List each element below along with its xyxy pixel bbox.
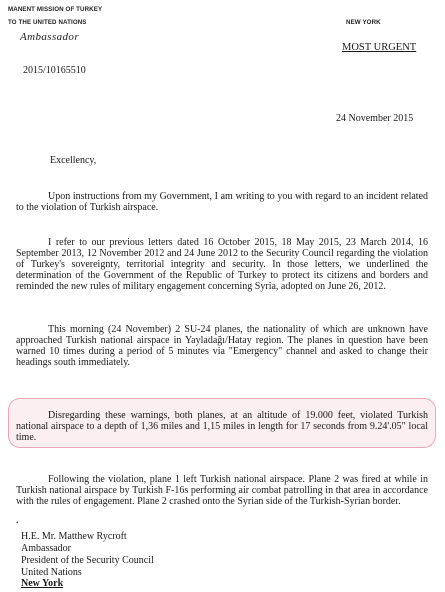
- mission-name-line-1: MANENT MISSION OF TURKEY: [8, 6, 103, 13]
- paragraph-aftermath: Following the violation, plane 1 left Turkish national airspace. Plane 2 was fired at while in Turkish national airspace by Turkish F-16s performing air combat patrolling in that area in accordance with the rules of engagement. Plane 2 crashed onto the Syrian side of the Turkish-Syrian border.: [16, 474, 428, 508]
- recipient-title: Ambassador: [21, 543, 71, 554]
- salutation: Excellency,: [50, 155, 97, 166]
- letter-date: 24 November 2015: [336, 113, 414, 124]
- paragraph-incident: This morning (24 November) 2 SU-24 planes, the nationality of which are unknown have approached Turkish national airspace in Yayladağı/Hatay region. The planes in question have been warned 10 times during a period of 5 minutes via "Emergency" channel and asked to change their headings south immediately.: [16, 324, 428, 369]
- paragraph-violation-highlighted: Disregarding these warnings, both planes, at an altitude of 19.000 feet, violated Turkish national airspace to a depth of 1,36 miles and 1,15 miles in length for 17 seconds from 9.24'.05" local time.: [16, 410, 428, 444]
- reference-number: 2015/10165510: [23, 65, 86, 76]
- recipient-office: President of the Security Council: [21, 555, 154, 566]
- mission-name-line-2: TO THE UNITED NATIONS: [8, 19, 87, 26]
- recipient-city: New York: [21, 578, 64, 589]
- letterhead-city: NEW YORK: [346, 19, 381, 26]
- bullet-mark: •: [16, 519, 19, 527]
- paragraph-intro: Upon instructions from my Government, I am writing to you with regard to an incident related to the violation of Turkish airspace.: [16, 191, 428, 214]
- ambassador-title: Ambassador: [20, 31, 80, 43]
- paragraph-previous-letters: I refer to our previous letters dated 16 October 2015, 18 May 2015, 23 March 2014, 16 September 2013, 12 November 2012 and 24 June 2012 to the Security Council regarding the violation of Turkey's sovereignty, territorial integrity and security. In those letters, we underlined the determination of the Government of the Republic of Turkey to protect its citizens and borders and reminded the new rules of military engagement concerning Syria, adopted on June 26, 2012.: [16, 237, 428, 293]
- recipient-organization: United Nations: [21, 567, 82, 578]
- recipient-name: H.E. Mr. Matthew Rycroft: [21, 531, 127, 542]
- urgency-label: MOST URGENT: [342, 42, 417, 53]
